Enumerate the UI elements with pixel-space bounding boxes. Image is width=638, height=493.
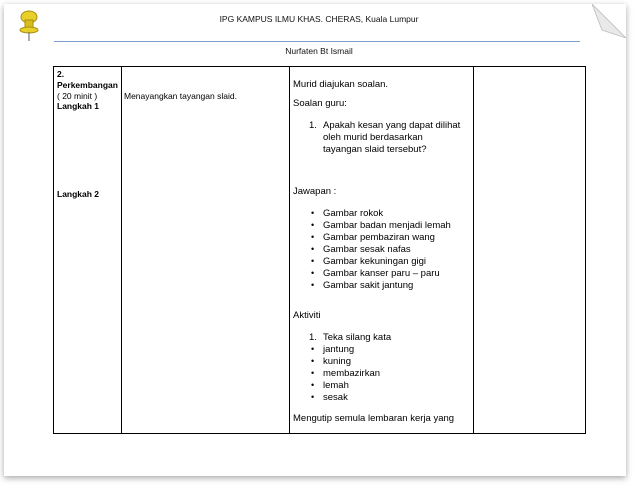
answer-item: Gambar sakit jantung [323,280,414,291]
step-1-label: Langkah 1 [57,101,100,111]
bullet-icon: • [311,344,315,354]
answer-heading: Jawapan : [293,186,337,197]
activity-heading: Aktiviti [293,310,321,321]
answer-item: Gambar kanser paru – paru [323,268,440,279]
bullet-icon: • [311,232,315,242]
activity-item: Teka silang kata [323,332,392,343]
word-item: membazirkan [323,368,381,379]
notes-cell [474,67,586,434]
answer-item: Gambar rokok [323,208,384,219]
answer-item: Gambar pembaziran wang [323,232,435,243]
bullet-icon: • [311,268,315,278]
author-name: Nurfaten Bt Ismail [285,46,353,56]
closing-text: Mengutip semula lembaran kerja yang [293,413,455,424]
bullet-icon: • [311,208,315,218]
answer-item: Gambar sesak nafas [323,244,411,255]
answer-item: Gambar badan menjadi lemah [323,220,451,231]
answer-item: Gambar kekuningan gigi [323,256,426,267]
section-title: Perkembangan [57,80,118,90]
word-item: jantung [323,344,355,355]
section-number: 2. [57,69,65,79]
bullet-icon: • [311,256,315,266]
bullet-icon: • [311,280,315,290]
word-item: lemah [323,380,349,391]
table-row [54,67,586,434]
bullet-icon: • [311,244,315,254]
word-item: kuning [323,356,351,367]
bullet-icon: • [311,220,315,230]
activity-cell [122,67,290,434]
bullet-icon: • [311,392,315,402]
bullet-icon: • [311,368,315,378]
step-2-label: Langkah 2 [57,189,100,199]
stage-cell [54,67,122,434]
bullet-icon: • [311,380,315,390]
activity-text: Menayangkan tayangan slaid. [124,91,237,101]
header-divider [54,41,580,42]
question-heading: Soalan guru: [293,98,347,109]
word-item: sesak [323,392,348,403]
question-line: oleh murid berdasarkan [323,132,423,143]
institution-header: IPG KAMPUS ILMU KHAS. CHERAS, Kuala Lumpur [219,14,419,24]
bullet-icon: • [311,356,315,366]
activity-number: 1. [309,332,317,343]
intro-text: Murid diajukan soalan. [293,79,389,90]
section-duration: ( 20 minit ) [57,91,98,101]
question-line: Apakah kesan yang dapat dilihat [323,120,461,131]
question-number: 1. [309,120,317,131]
question-line: tayangan slaid tersebut? [323,144,427,155]
lesson-plan-table [53,66,586,434]
